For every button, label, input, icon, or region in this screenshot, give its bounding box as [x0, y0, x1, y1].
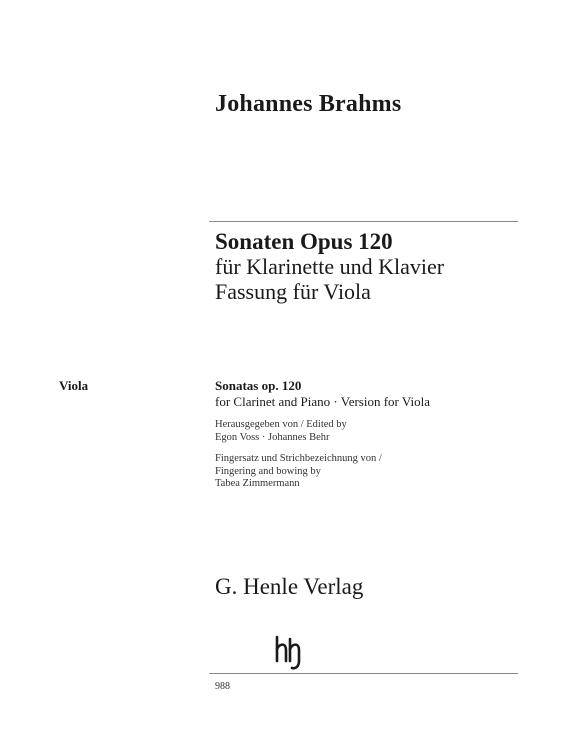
instrument-part-label: Viola [59, 378, 89, 393]
editors-names: Egon Voss · Johannes Behr [215, 431, 330, 443]
henle-logo-icon [271, 633, 305, 671]
publisher-name: G. Henle Verlag [215, 574, 364, 599]
fingering-name: Tabea Zimmermann [215, 478, 300, 489]
bottom-divider [209, 673, 518, 674]
editors-label: Herausgegeben von / Edited by [215, 419, 347, 430]
english-title: Sonatas op. 120 [215, 378, 302, 393]
title-block [215, 229, 444, 304]
work-subtitle: für Klarinette und Klavier [215, 254, 445, 279]
top-divider [209, 221, 518, 222]
catalog-number: 988 [215, 681, 230, 692]
version-line: Fassung für Viola [215, 279, 371, 304]
english-info-block [215, 378, 430, 491]
fingering-label-en: Fingering and bowing by [215, 465, 321, 477]
work-title: Sonaten Opus 120 [215, 229, 393, 254]
english-subtitle: for Clarinet and Piano · Version for Viola [215, 394, 431, 409]
fingering-label-de: Fingersatz und Strichbezeichnung von / [215, 453, 382, 464]
composer-name: Johannes Brahms [215, 91, 402, 117]
